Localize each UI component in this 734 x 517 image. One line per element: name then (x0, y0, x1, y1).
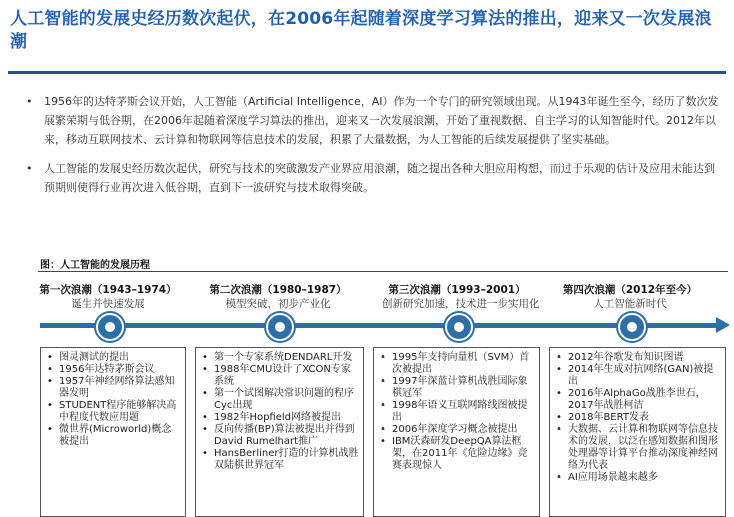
era-title: 第四次浪潮（2012年至今） (562, 284, 698, 296)
list-item: • 2014年生成对抗网络(GAN)被提出 (556, 364, 714, 387)
list-item: • 1982年Hopfield网络被提出 (202, 412, 342, 423)
era-subtitle: 创新研究加速，技术进一步实用化 (382, 298, 540, 310)
timeline-node-icon (96, 313, 124, 341)
list-item: • AI应用场景越来越多 (556, 472, 658, 483)
era-title: 第一次浪潮（1943–1974） (39, 284, 177, 296)
paragraph-text: 1956年的达特茅斯会议开始，人工智能（Artificial Intelligence，AI）作为一个专门的研究领域出现。从1943年诞生至今，经历了数次发展繁荣期与低谷期，在2006年起随着深度学习算法的推出，迎来又一次发展浪潮，开始了重视数据、自主学习的认知智能时代。2012年以来，移动互联网技术、云计算和物联网等信息技术的发展，积累了大量数据，为人工智能的后续发展提供了坚实基础。 (44, 95, 719, 146)
paragraph-1 (26, 92, 724, 149)
paragraph-2 (26, 159, 724, 197)
list-item: • 第一个专家系统DENDARL开发 (202, 352, 353, 363)
figure-divider (38, 271, 728, 272)
era-header-1 (33, 283, 183, 311)
list-item: • 1998年语义互联网路线图被提出 (380, 400, 528, 423)
list-item: • 1957年神经网络算法感知器发明 (47, 376, 175, 399)
list-item: • 图灵测试的提出 (47, 352, 129, 363)
list-item: • 微世界(Microworld)概念被提出 (47, 424, 172, 447)
era-box-3 (373, 347, 540, 517)
bullet-dot: • (26, 95, 33, 108)
era-subtitle: 诞生并快速发展 (71, 298, 145, 310)
list-item: • 1988年CMU设计了XCON专家系统 (202, 364, 351, 387)
era-header-4 (555, 283, 705, 311)
list-item: • HansBerliner打造的计算机战胜双陆棋世界冠军 (202, 448, 359, 471)
timeline-arrow-icon (716, 317, 730, 333)
bullet-dot: • (26, 162, 33, 175)
list-item: • 大数据、云计算和物联网等信息技术的发展，以泛在感知数据和图形处理器等计算平台推动深度神经网络为代表 (556, 424, 718, 471)
timeline-node-icon (618, 313, 646, 341)
era-box-2 (195, 347, 364, 517)
list-item: • 反向传播(BP)算法被提出并得到David Rumelhart推广 (202, 424, 355, 447)
era-header-2 (203, 283, 353, 311)
era-subtitle: 人工智能新时代 (593, 298, 667, 310)
era-subtitle: 模型突破，初步产业化 (225, 298, 331, 310)
era-title: 第三次浪潮（1993–2001） (388, 284, 526, 296)
figure-caption: 图：人工智能的发展历程 (40, 260, 150, 271)
era-header-3 (382, 283, 540, 311)
list-item: • STUDENT程序能够解决高中程度代数应用题 (47, 400, 177, 423)
list-item: • 2018年BERT发表 (556, 412, 649, 423)
era-box-4 (549, 347, 726, 517)
body-paragraphs (26, 92, 724, 207)
list-item: • 1956年达特茅斯会议 (47, 364, 155, 375)
list-item: • 第一个试图解决常识问题的程序Cyc出现 (202, 388, 354, 411)
era-title: 第二次浪潮（1980–1987） (209, 284, 347, 296)
timeline-node-icon (445, 313, 473, 341)
list-item: • 2016年AlphaGo战胜李世石，2017年战胜柯洁 (556, 388, 706, 411)
list-item: • 2006年深度学习概念被提出 (380, 424, 518, 435)
timeline-node-icon (266, 313, 294, 341)
era-box-1 (40, 347, 186, 517)
list-item: • 2012年谷歌发布知识图谱 (556, 352, 684, 363)
paragraph-text: 人工智能的发展史经历数次起伏，研究与技术的突破激发产业界应用浪潮，随之提出各种大胆应用构想，而过于乐观的估计及应用未能达到预期则使得行业再次进入低谷期，直到下一波研究与技术取得突破。 (44, 162, 715, 194)
title-divider (8, 71, 726, 74)
list-item: • IBM沃森研发DeepQA算法框架，在2011年《危险边缘》竞赛表现惊人 (380, 436, 528, 471)
list-item: • 1995年支持向量机（SVM）首次被提出 (380, 352, 530, 375)
list-item: • 1997年深蓝计算机战胜国际象棋冠军 (380, 376, 528, 399)
page-title: 人工智能的发展史经历数次起伏，在2006年起随着深度学习算法的推出，迎来又一次发展浪潮 (10, 9, 712, 52)
